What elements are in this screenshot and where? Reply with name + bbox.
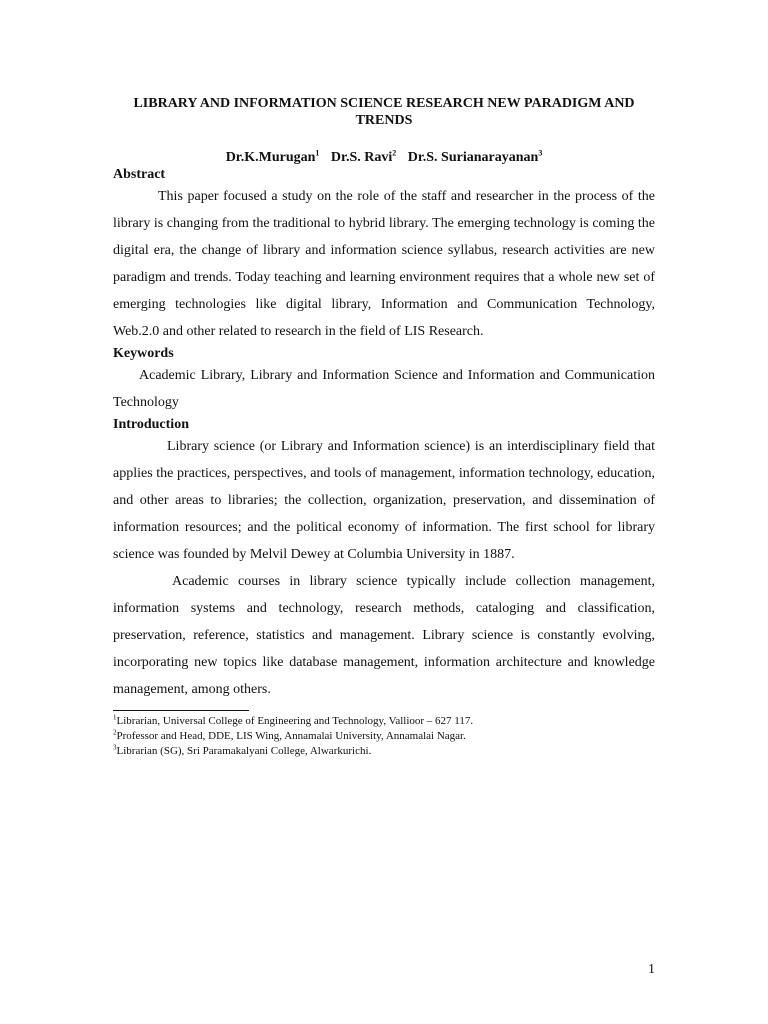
abstract-heading: Abstract — [113, 167, 166, 182]
keywords-text: Academic Library, Library and Information Science and Information and Communication Technology — [113, 368, 655, 410]
footnote-3 — [113, 744, 655, 759]
footnote-3-text: Librarian (SG), Sri Paramakalyani College, Alwarkurichi. — [116, 745, 372, 757]
author-1-name: Dr.K.Murugan — [225, 150, 316, 165]
author-2 — [331, 150, 396, 165]
author-3 — [408, 150, 543, 165]
footnote-3-mark: 3 — [113, 743, 117, 752]
footnote-separator — [113, 710, 249, 711]
introduction-paragraph-2: Academic courses in library science typically include collection management, information systems and technology, research methods, cataloging and classification, preservation, reference, statistics and management. Library science is constantly evolving, incorporating new topics like database management, information architecture and knowledge management, among others. — [113, 574, 655, 697]
abstract-text: This paper focused a study on the role of the staff and researcher in the process of the library is changing from the traditional to hybrid library. The emerging technology is coming the digital era, the change of library and information science syllabus, research activities are new paradigm and trends. Today teaching and learning environment requires that a whole new set of emerging technologies like digital library, Information and Communication Technology, Web.2.0 and other related to research in the field of LIS Research. — [113, 189, 655, 339]
footnote-2-mark: 2 — [113, 728, 117, 737]
author-2-name: Dr.S. Ravi — [330, 150, 393, 165]
paper-title: LIBRARY AND INFORMATION SCIENCE RESEARCH NEW PARADIGM AND TRENDS — [133, 96, 635, 128]
footnotes — [113, 714, 655, 759]
author-list — [113, 149, 655, 166]
author-2-affiliation-mark: 2 — [392, 148, 397, 158]
page-number: 1 — [648, 962, 655, 977]
footnote-1 — [113, 714, 655, 729]
author-1-affiliation-mark: 1 — [315, 148, 320, 158]
author-3-affiliation-mark: 3 — [538, 148, 543, 158]
keywords-heading: Keywords — [113, 346, 174, 361]
footnote-1-mark: 1 — [113, 713, 117, 722]
author-3-name: Dr.S. Surianarayanan — [407, 150, 539, 165]
introduction-heading: Introduction — [113, 417, 189, 432]
footnote-2 — [113, 729, 655, 744]
footnote-2-text: Professor and Head, DDE, LIS Wing, Annamalai University, Annamalai Nagar. — [116, 730, 466, 742]
paper-page — [113, 95, 655, 759]
introduction-paragraph-1: Library science (or Library and Information science) is an interdisciplinary field that applies the practices, perspectives, and tools of management, information technology, education, and other areas to libraries; the collection, organization, preservation, and dissemination of information resources; and the political economy of information. The first school for library science was founded by Melvil Dewey at Columbia University in 1887. — [113, 439, 655, 562]
footnote-1-text: Librarian, Universal College of Engineering and Technology, Vallioor – 627 117. — [116, 715, 474, 727]
author-1 — [226, 150, 320, 165]
